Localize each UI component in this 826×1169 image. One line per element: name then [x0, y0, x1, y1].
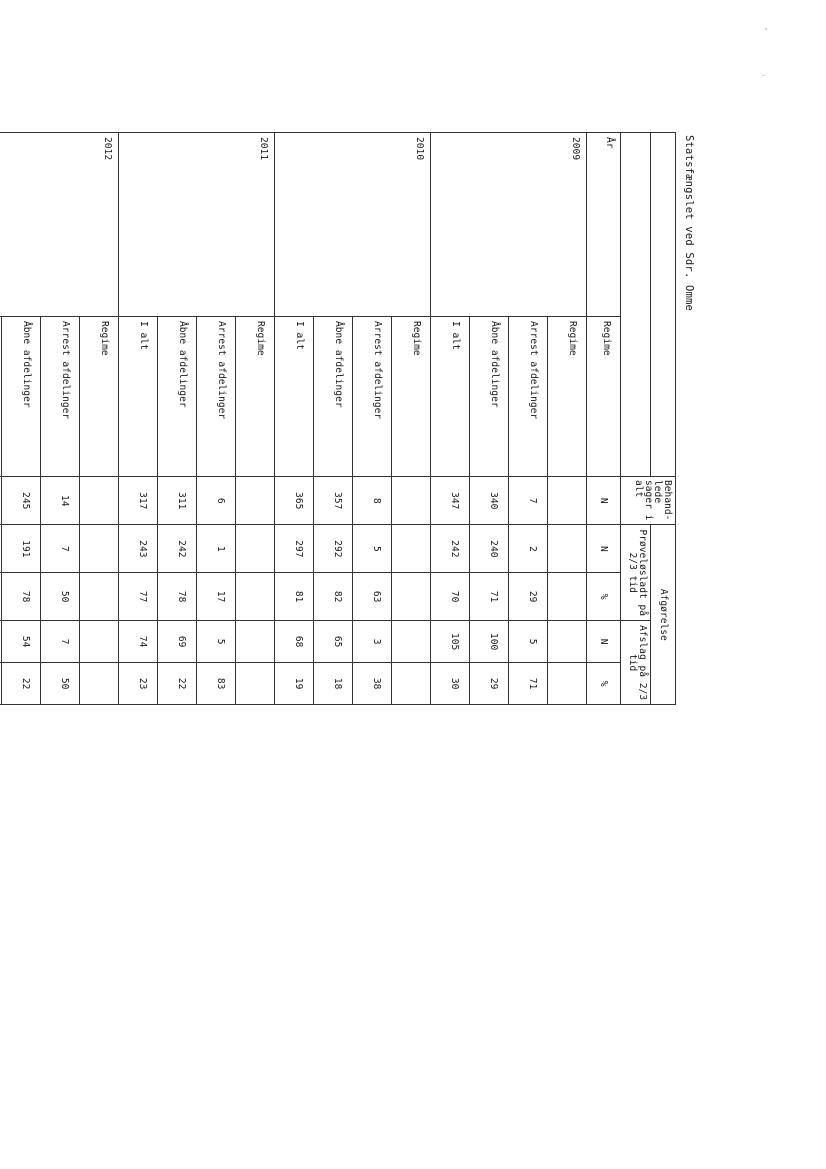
value-cell — [80, 477, 119, 525]
value-cell — [392, 621, 431, 663]
value-cell: 5 — [509, 621, 548, 663]
table-row — [548, 133, 587, 705]
value-cell: 105 — [431, 621, 470, 663]
header-n: N — [587, 477, 621, 525]
value-cell — [0, 663, 2, 705]
value-cell: 22 — [158, 663, 197, 705]
regime-cell: Regime — [80, 317, 119, 477]
year-cell: 2011 — [119, 133, 275, 317]
value-cell: 50 — [41, 573, 80, 621]
header-regime: Regime — [587, 317, 621, 477]
value-cell: 70 — [431, 573, 470, 621]
regime-cell: Arrest afdelinger — [41, 317, 80, 477]
value-cell — [392, 573, 431, 621]
regime-cell: Arrest afdelinger — [353, 317, 392, 477]
value-cell: 7 — [41, 621, 80, 663]
value-cell: 100 — [470, 621, 509, 663]
regime-cell: Åbne afdelinger — [470, 317, 509, 477]
value-cell — [80, 663, 119, 705]
regime-cell: I alt — [431, 317, 470, 477]
value-cell: 38 — [353, 663, 392, 705]
value-cell: 5 — [353, 525, 392, 573]
header-blank — [621, 133, 651, 477]
value-cell: 8 — [353, 477, 392, 525]
value-cell — [548, 573, 587, 621]
year-cell: 2010 — [275, 133, 431, 317]
value-cell — [80, 525, 119, 573]
value-cell — [548, 525, 587, 573]
statistics-table — [0, 132, 676, 705]
table-row — [392, 133, 431, 705]
value-cell: 18 — [314, 663, 353, 705]
value-cell — [0, 525, 2, 573]
value-cell: 81 — [275, 573, 314, 621]
value-cell: 22 — [2, 663, 41, 705]
value-cell — [236, 477, 275, 525]
regime-cell: Regime — [236, 317, 275, 477]
rotated-page — [20, 132, 696, 792]
regime-cell — [0, 317, 2, 477]
value-cell: 191 — [2, 525, 41, 573]
value-cell — [236, 663, 275, 705]
value-cell: 340 — [470, 477, 509, 525]
value-cell: 54 — [2, 621, 41, 663]
value-cell: 82 — [314, 573, 353, 621]
value-cell — [0, 573, 2, 621]
value-cell: 240 — [470, 525, 509, 573]
value-cell: 317 — [119, 477, 158, 525]
value-cell: 5 — [197, 621, 236, 663]
regime-cell: Regime — [548, 317, 587, 477]
value-cell: 1 — [197, 525, 236, 573]
value-cell: 347 — [431, 477, 470, 525]
value-cell — [392, 663, 431, 705]
value-cell: 65 — [314, 621, 353, 663]
value-cell — [236, 525, 275, 573]
header-pct: % — [587, 663, 621, 705]
regime-cell: Arrest afdelinger — [197, 317, 236, 477]
table-row — [236, 133, 275, 705]
value-cell: 292 — [314, 525, 353, 573]
header-proveloesladt: Prøveløsladt på 2/3 tid — [621, 525, 651, 621]
value-cell — [236, 573, 275, 621]
value-cell: 6 — [197, 477, 236, 525]
value-cell: 365 — [275, 477, 314, 525]
value-cell: 74 — [119, 621, 158, 663]
value-cell: 71 — [509, 663, 548, 705]
value-cell — [80, 573, 119, 621]
value-cell: 50 — [41, 663, 80, 705]
regime-cell: I alt — [275, 317, 314, 477]
table-body — [0, 133, 587, 705]
header-n: N — [587, 525, 621, 573]
header-pct: % — [587, 573, 621, 621]
value-cell: 14 — [41, 477, 80, 525]
regime-cell: Åbne afdelinger — [158, 317, 197, 477]
value-cell: 357 — [314, 477, 353, 525]
regime-cell: Åbne afdelinger — [314, 317, 353, 477]
header-corner — [651, 133, 676, 477]
value-cell — [548, 663, 587, 705]
year-cell: 2009 — [431, 133, 587, 317]
header-afslag: Afslag på 2/3 tid — [621, 621, 651, 705]
regime-cell: Åbne afdelinger — [2, 317, 41, 477]
value-cell: 69 — [158, 621, 197, 663]
value-cell: 7 — [41, 525, 80, 573]
value-cell — [548, 621, 587, 663]
scan-speck — [762, 75, 765, 76]
value-cell — [80, 621, 119, 663]
value-cell: 243 — [119, 525, 158, 573]
header-year: År — [587, 133, 621, 317]
header-row-2 — [621, 133, 651, 705]
scan-speck — [765, 28, 767, 30]
value-cell: 71 — [470, 573, 509, 621]
value-cell: 77 — [119, 573, 158, 621]
value-cell — [548, 477, 587, 525]
regime-cell: Arrest afdelinger — [509, 317, 548, 477]
value-cell: 29 — [470, 663, 509, 705]
value-cell: 311 — [158, 477, 197, 525]
value-cell: 30 — [431, 663, 470, 705]
value-cell: 2 — [509, 525, 548, 573]
header-behandlede: Behand- lede sager i alt — [621, 477, 676, 525]
header-afgorelse: Afgørelse — [651, 525, 676, 705]
value-cell — [392, 525, 431, 573]
table-row — [80, 133, 119, 705]
value-cell: 242 — [431, 525, 470, 573]
value-cell: 78 — [2, 573, 41, 621]
value-cell: 7 — [509, 477, 548, 525]
value-cell: 17 — [197, 573, 236, 621]
value-cell: 19 — [275, 663, 314, 705]
value-cell: 23 — [119, 663, 158, 705]
year-cell: 2012 — [0, 133, 119, 317]
value-cell: 242 — [158, 525, 197, 573]
value-cell — [0, 477, 2, 525]
page-title: Statsfængslet ved Sdr. Omme — [683, 135, 695, 312]
value-cell: 245 — [2, 477, 41, 525]
regime-cell: I alt — [119, 317, 158, 477]
value-cell: 63 — [353, 573, 392, 621]
value-cell: 68 — [275, 621, 314, 663]
value-cell — [0, 621, 2, 663]
value-cell: 297 — [275, 525, 314, 573]
regime-cell: Regime — [392, 317, 431, 477]
value-cell: 29 — [509, 573, 548, 621]
value-cell — [392, 477, 431, 525]
value-cell: 83 — [197, 663, 236, 705]
header-row-1 — [651, 133, 676, 705]
header-row-3 — [587, 133, 621, 705]
value-cell: 3 — [353, 621, 392, 663]
header-n: N — [587, 621, 621, 663]
value-cell: 78 — [158, 573, 197, 621]
value-cell — [236, 621, 275, 663]
